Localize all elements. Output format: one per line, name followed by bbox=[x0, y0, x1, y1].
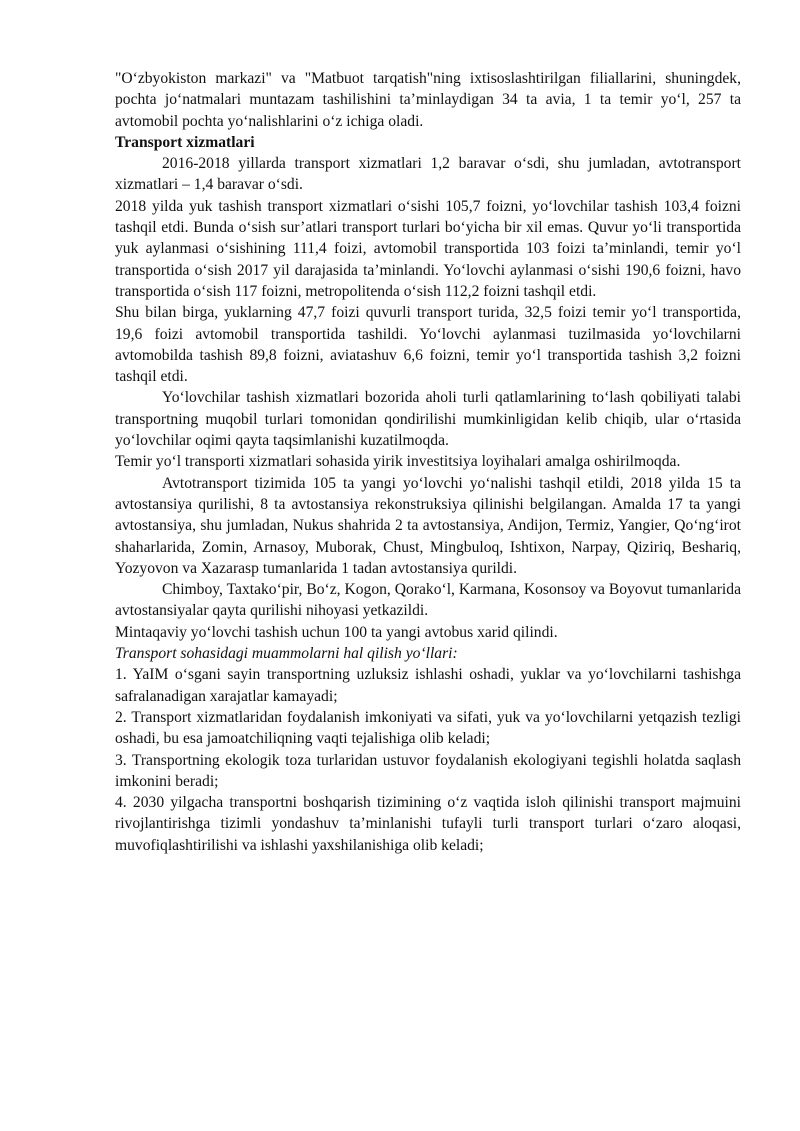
paragraph-reconstruction: Chimboy, Taxtako‘pir, Bo‘z, Kogon, Qorako‘l, Karmana, Kosonsoy va Boyovut tumanlarida avtostansiyalar qayta qurilishi nihoyasi yetkazildi. bbox=[115, 581, 741, 620]
list-item-4: 4. 2030 yilgacha transportni boshqarish tizimining o‘z vaqtida isloh qilinishi transport majmuini rivojlantirishga tizimli yondashuv ta’minlanishi tufayli turli transport turlari o‘zaro aloqasi, muvofiqlashtirilishi va ishlashi yaxshilanishiga olib keladi; bbox=[115, 794, 741, 854]
list-item-2: 2. Transport xizmatlaridan foydalanish imkoniyati va sifati, yuk va yo‘lovchilarni yetqazish tezligi oshadi, bu esa jamoatchiliqning vaqti tejalishiga olib keladi; bbox=[115, 708, 741, 748]
paragraph-bus-stations: Avtotransport tizimida 105 ta yangi yo‘lovchi yo‘nalishi tashqil etildi, 2018 yilda 15 ta avtostansiya qurilishi, 8 ta avtostansiya rekonstruksiya qilinishi belgilangan. Amalda 17 ta yangi avtostansiya, shu jumladan, Nukus shahrida 2 ta avtostansiya, Andijon, Termiz, Yangier, Qo‘ng‘irot shaharlarida, Zomin, Arnasoy, Muborak, Chust, Mingbuloq, Ishtixon, Narpay, Qiziriq, Beshariq, Yozyovon va Xazarasp tumanlarida 1 tadan avtostansiya qurildi. bbox=[115, 474, 741, 577]
paragraph-cargo-structure: Shu bilan birga, yuklarning 47,7 foizi quvurli transport turida, 32,5 foizi temir yo‘l transportida, 19,6 foizi avtomobil transportida tashildi. Yo‘lovchi aylanmasi tuzilmasida yo‘lovchilarni avtomobilda tashish 89,8 foizni, aviatashuv 6,6 foizni, temir yo‘l transportida tashish 3,2 foizni tashqil etdi. bbox=[115, 304, 741, 386]
paragraph-growth-2016-2018: 2016-2018 yillarda transport xizmatlari 1,2 baravar o‘sdi, shu jumladan, avtotransport xizmatlari – 1,4 baravar o‘sdi. bbox=[115, 155, 741, 194]
paragraph-growth-2018: 2018 yilda yuk tashish transport xizmatlari o‘sishi 105,7 foizni, yo‘lovchilar tashish 103,4 foizni tashqil etdi. Bunda o‘sish sur’atlari transport turlari bo‘yicha bir xil emas. Quvur yo‘li transportida yuk aylanmasi o‘sishining 111,4 foizi, avtomobil transportida 103 foizi ta’minlandi, temir yo‘l transportida o‘sish 2017 yil darajasida ta’minlandi. Yo‘lovchi aylanmasi o‘sishi 190,6 foizni, havo transportida o‘sish 117 foizni, metropolitenda o‘sish 112,2 foizni tashqil etdi. bbox=[115, 197, 741, 300]
list-item-3: 3. Transportning ekologik toza turlaridan ustuvor foydalanish ekologiyani tegishli holatda saqlash imkonini beradi; bbox=[115, 751, 741, 790]
paragraph-postal-routes: "O‘zbyokiston markazi" va "Matbuot tarqatish"ning ixtisoslashtirilgan filiallarini, shuningdek, pochta jo‘natmalari muntazam tashilishini ta’minlaydigan 34 ta avia, 1 ta temir yo‘l, 257 ta avtomobil pochta yo‘nalishlarini o‘z ichiga oladi. bbox=[115, 70, 741, 130]
section-heading-solutions: Transport sohasidagi muammolarni hal qilish yo‘llari: bbox=[115, 645, 458, 663]
paragraph-new-buses: Mintaqaviy yo‘lovchi tashish uchun 100 ta yangi avtobus xarid qilindi. bbox=[115, 623, 558, 641]
paragraph-passenger-market: Yo‘lovchilar tashish xizmatlari bozorida aholi turli qatlamlarining to‘lash qobiliyati talabi transportning muqobil turlari tomonidan qondirilishi mumkinligidan kelib chiqib, ular o‘rtasida yo‘lovchilar oqimi qayta taqsimlanishi kuzatilmoqda. bbox=[115, 389, 741, 450]
paragraph-railway-investment: Temir yo‘l transporti xizmatlari sohasida yirik investitsiya loyihalari amalga oshirilmoqda. bbox=[115, 453, 681, 471]
section-heading-transport-services: Transport xizmatlari bbox=[115, 133, 255, 151]
list-item-1: 1. YaIM o‘sgani sayin transportning uzluksiz ishlashi oshadi, yuklar va yo‘lovchilarni tashishga safralanadigan xarajatlar kamayadi; bbox=[115, 666, 741, 705]
document-page bbox=[115, 68, 741, 856]
